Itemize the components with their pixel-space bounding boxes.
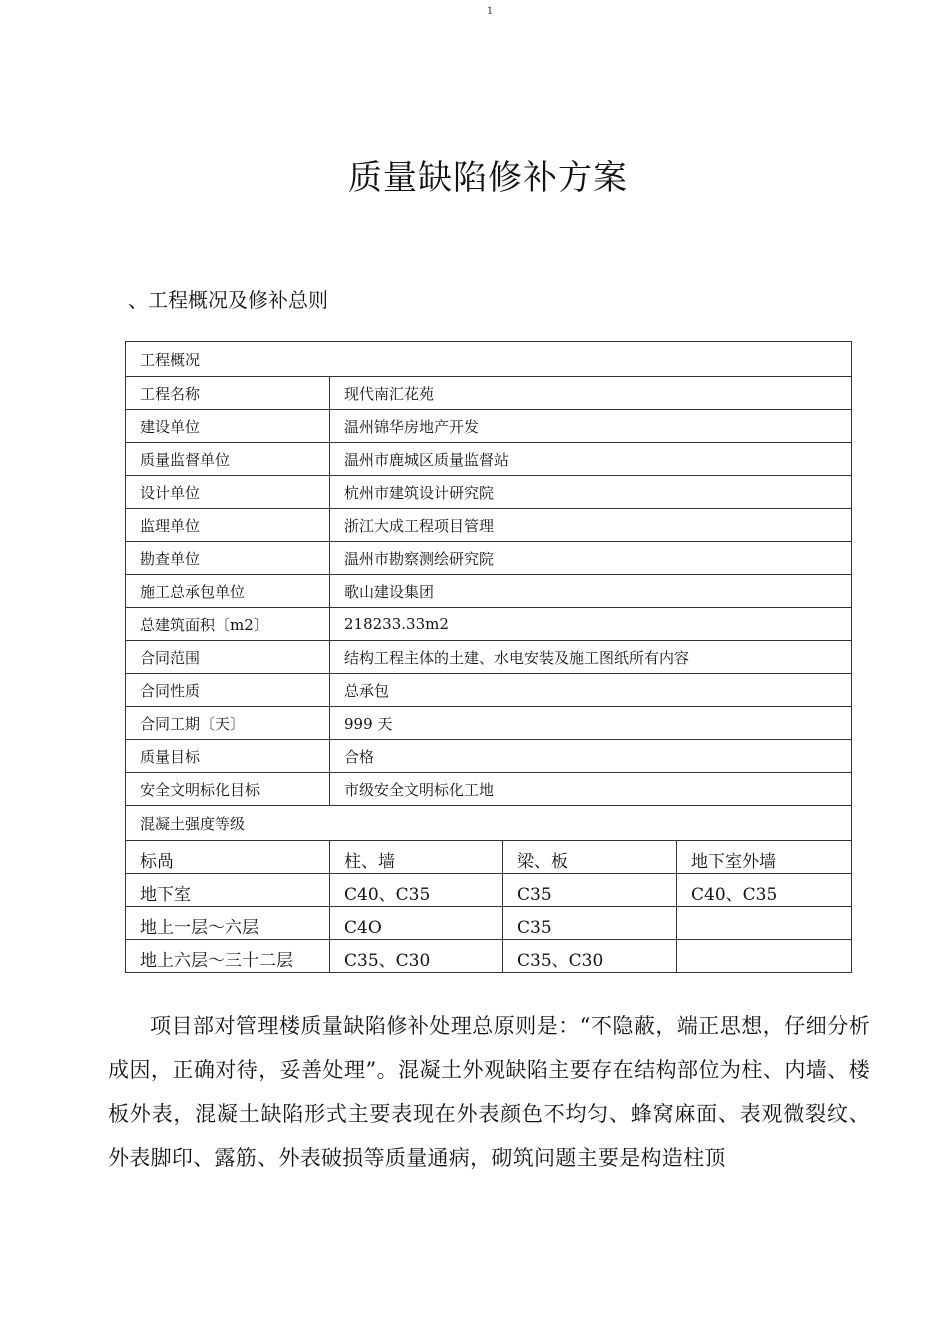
row-label: 设计单位 bbox=[126, 476, 330, 509]
row-label: 质量目标 bbox=[126, 740, 330, 773]
table-row bbox=[126, 608, 852, 641]
row-label: 勘查单位 bbox=[126, 542, 330, 575]
concrete-row bbox=[126, 940, 852, 973]
body-paragraph: 项目部对管理楼质量缺陷修补处理总原则是：“不隐蔽，端正思想，仔细分析成因，正确对待，妥善处理”。混凝土外观缺陷主要存在结构部位为柱、内墙、楼板外表，混凝土缺陷形式主要表现在外表颜色不均匀、蜂窝麻面、表观微裂纹、外表脚印、露筋、外表破损等质量通病，砌筑问题主要是构造柱顶 bbox=[108, 1014, 870, 1170]
overview-header-row bbox=[126, 342, 852, 377]
concrete-cell: C35 bbox=[503, 907, 677, 940]
concrete-row bbox=[126, 874, 852, 907]
concrete-cell: C40、C35 bbox=[677, 874, 852, 907]
overview-header: 工程概况 bbox=[126, 342, 852, 377]
row-label: 合同工期〔天〕 bbox=[126, 707, 330, 740]
row-value: 温州锦华房地产开发 bbox=[330, 410, 852, 443]
column-header: 柱、墙 bbox=[330, 841, 503, 874]
table-row bbox=[126, 707, 852, 740]
concrete-cell: C4O bbox=[330, 907, 503, 940]
table-row bbox=[126, 773, 852, 806]
column-header: 地下室外墙 bbox=[677, 841, 852, 874]
row-value: 温州市勘察测绘研究院 bbox=[330, 542, 852, 575]
table-row bbox=[126, 674, 852, 707]
concrete-row bbox=[126, 907, 852, 940]
row-label: 质量监督单位 bbox=[126, 443, 330, 476]
row-value: 杭州市建筑设计研究院 bbox=[330, 476, 852, 509]
row-label: 安全文明标化目标 bbox=[126, 773, 330, 806]
table-row bbox=[126, 377, 852, 410]
concrete-header-row bbox=[126, 806, 852, 841]
table-row bbox=[126, 443, 852, 476]
row-label: 工程名称 bbox=[126, 377, 330, 410]
document-title: 质量缺陷修补方案 bbox=[348, 158, 628, 198]
row-label: 合同性质 bbox=[126, 674, 330, 707]
concrete-cell bbox=[677, 907, 852, 940]
table-row bbox=[126, 575, 852, 608]
row-label: 施工总承包单位 bbox=[126, 575, 330, 608]
row-value: 合格 bbox=[330, 740, 852, 773]
table-row bbox=[126, 740, 852, 773]
table-row bbox=[126, 641, 852, 674]
concrete-columns-row bbox=[126, 841, 852, 874]
table-row bbox=[126, 410, 852, 443]
concrete-cell: C35、C30 bbox=[503, 940, 677, 973]
row-value: 温州市鹿城区质量监督站 bbox=[330, 443, 852, 476]
row-label: 合同范围 bbox=[126, 641, 330, 674]
row-value: 歌山建设集团 bbox=[330, 575, 852, 608]
concrete-cell: C35、C30 bbox=[330, 940, 503, 973]
row-value: 现代南汇花苑 bbox=[330, 377, 852, 410]
section-heading: 、工程概况及修补总则 bbox=[128, 288, 328, 312]
table-row bbox=[126, 476, 852, 509]
column-header: 梁、板 bbox=[503, 841, 677, 874]
row-value: 市级安全文明标化工地 bbox=[330, 773, 852, 806]
page-number: 1 bbox=[486, 6, 494, 17]
table-row bbox=[126, 542, 852, 575]
row-value: 总承包 bbox=[330, 674, 852, 707]
concrete-header: 混凝土强度等级 bbox=[126, 806, 852, 841]
row-label: 监理单位 bbox=[126, 509, 330, 542]
concrete-cell: C40、C35 bbox=[330, 874, 503, 907]
row-value: 999 天 bbox=[330, 707, 852, 740]
row-value: 218233.33m2 bbox=[330, 608, 852, 641]
concrete-cell: C35 bbox=[503, 874, 677, 907]
concrete-cell: 地上一层〜六层 bbox=[126, 907, 330, 940]
row-value: 结构工程主体的土建、水电安装及施工图纸所有内容 bbox=[330, 641, 852, 674]
concrete-cell bbox=[677, 940, 852, 973]
row-label: 总建筑面积〔m2〕 bbox=[126, 608, 330, 641]
column-header: 标咼 bbox=[126, 841, 330, 874]
concrete-cell: 地下室 bbox=[126, 874, 330, 907]
row-label: 建设单位 bbox=[126, 410, 330, 443]
table-row bbox=[126, 509, 852, 542]
concrete-cell: 地上六层〜三十二层 bbox=[126, 940, 330, 973]
project-overview-table bbox=[125, 341, 852, 973]
row-value: 浙江大成工程项目管理 bbox=[330, 509, 852, 542]
